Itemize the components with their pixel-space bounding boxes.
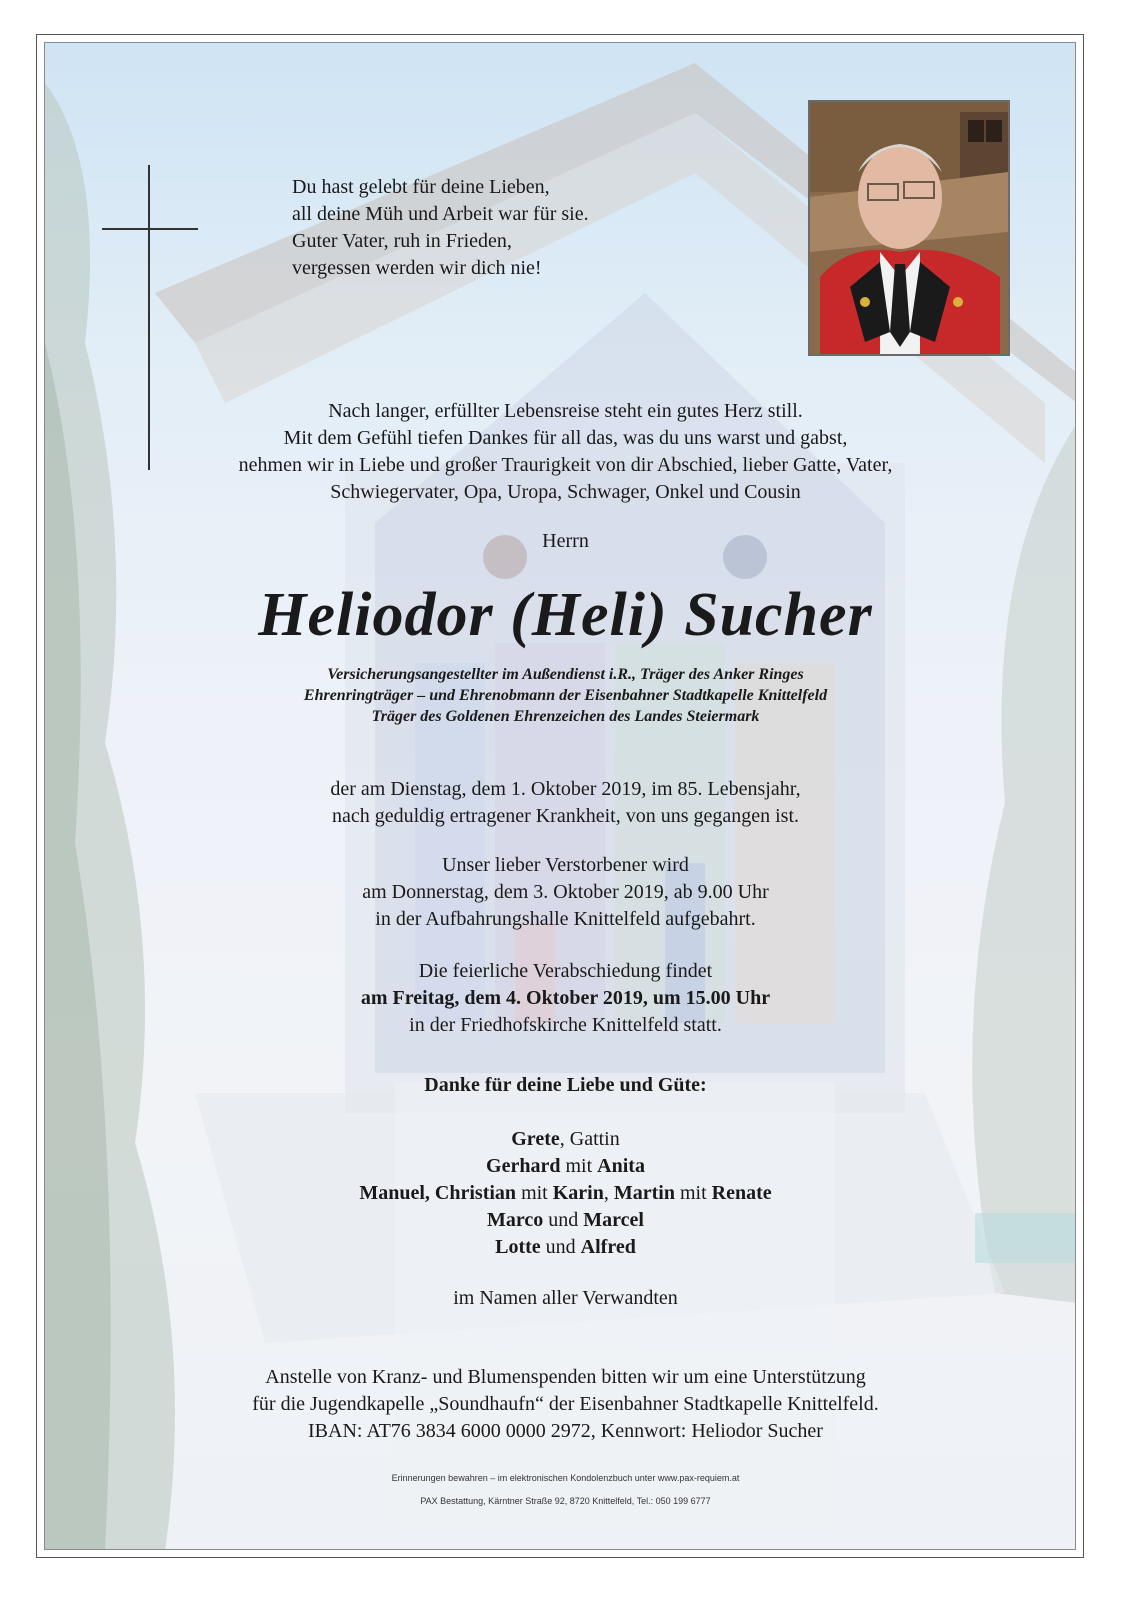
viewing-line: in der Aufbahrungshalle Knittelfeld aufgebahrt. bbox=[375, 908, 756, 930]
family-name: Lotte bbox=[495, 1236, 541, 1258]
on-behalf-text: im Namen aller Verwandten bbox=[453, 1287, 678, 1309]
family-name: Karin bbox=[552, 1182, 604, 1204]
family-connector: und bbox=[540, 1236, 581, 1258]
deceased-name: Heliodor (Heli) Sucher bbox=[258, 581, 873, 649]
farewell-date: am Freitag, dem 4. Oktober 2019, um 15.00 Uhr bbox=[360, 987, 771, 1009]
family-list bbox=[0, 1126, 1131, 1261]
poem-line: Du hast gelebt für deine Lieben, bbox=[292, 176, 550, 198]
footer-funeral-home: PAX Bestattung, Kärntner Straße 92, 8720 Knittelfeld, Tel.: 050 199 6777 bbox=[420, 1496, 711, 1506]
viewing-line: Unser lieber Verstorbener wird bbox=[442, 854, 689, 876]
family-connector: und bbox=[543, 1209, 584, 1231]
family-connector: mit bbox=[560, 1155, 598, 1177]
poem-line: Guter Vater, ruh in Frieden, bbox=[292, 230, 512, 252]
salutation: Herrn bbox=[542, 530, 589, 552]
family-connector: mit bbox=[674, 1182, 712, 1204]
farewell-info bbox=[0, 958, 1131, 1039]
family-name: Manuel, Christian bbox=[359, 1182, 517, 1204]
family-connector: , bbox=[603, 1182, 614, 1204]
intro-line: Mit dem Gefühl tiefen Dankes für all das, was du uns warst und gabst, bbox=[283, 427, 848, 449]
title-line: Träger des Goldenen Ehrenzeichen des Landes Steiermark bbox=[371, 708, 760, 725]
donation-iban: IBAN: AT76 3834 6000 0000 2972, Kennwort: Heliodor Sucher bbox=[308, 1420, 823, 1442]
poem-line: all deine Müh und Arbeit war für sie. bbox=[292, 203, 589, 225]
death-line: der am Dienstag, dem 1. Oktober 2019, im 85. Lebensjahr, bbox=[330, 778, 801, 800]
title-line: Versicherungsangestellter im Außendienst i.R., Träger des Anker Ringes bbox=[327, 666, 804, 683]
family-name: Anita bbox=[597, 1155, 645, 1177]
cross-horizontal bbox=[102, 228, 198, 230]
intro-line: Schwiegervater, Opa, Uropa, Schwager, Onkel und Cousin bbox=[330, 481, 801, 503]
family-name: Alfred bbox=[580, 1236, 636, 1258]
intro-line: Nach langer, erfüllter Lebensreise steht ein gutes Herz still. bbox=[328, 400, 803, 422]
death-notice bbox=[0, 776, 1131, 830]
farewell-line: Die feierliche Verabschiedung findet bbox=[418, 960, 713, 982]
family-name: Renate bbox=[711, 1182, 772, 1204]
thanks-heading: Danke für deine Liebe und Güte: bbox=[424, 1074, 707, 1096]
farewell-line: in der Friedhofskirche Knittelfeld statt. bbox=[409, 1014, 722, 1036]
family-name: Grete bbox=[511, 1128, 560, 1150]
family-name: Gerhard bbox=[486, 1155, 561, 1177]
family-row bbox=[0, 1234, 1131, 1261]
family-name: Marco bbox=[487, 1209, 544, 1231]
family-row bbox=[0, 1126, 1131, 1153]
death-line: nach geduldig ertragener Krankheit, von uns gegangen ist. bbox=[331, 805, 800, 827]
title-line: Ehrenringträger – und Ehrenobmann der Eisenbahner Stadtkapelle Knittelfeld bbox=[303, 687, 828, 704]
intro-text bbox=[0, 398, 1131, 506]
family-relation: , Gattin bbox=[559, 1128, 620, 1150]
donation-line: Anstelle von Kranz- und Blumenspenden bitten wir um eine Unterstützung bbox=[265, 1366, 866, 1388]
family-name: Marcel bbox=[583, 1209, 644, 1231]
portrait-photo bbox=[808, 100, 1010, 356]
donation-request bbox=[0, 1364, 1131, 1445]
poem bbox=[292, 174, 589, 282]
intro-line: nehmen wir in Liebe und großer Traurigkeit von dir Abschied, lieber Gatte, Vater, bbox=[238, 454, 893, 476]
family-row bbox=[0, 1153, 1131, 1180]
family-connector: mit bbox=[516, 1182, 553, 1204]
viewing-info bbox=[0, 852, 1131, 933]
viewing-line: am Donnerstag, dem 3. Oktober 2019, ab 9.00 Uhr bbox=[362, 881, 769, 903]
family-row bbox=[0, 1207, 1131, 1234]
donation-line: für die Jugendkapelle „Soundhaufn“ der Eisenbahner Stadtkapelle Knittelfeld. bbox=[252, 1393, 879, 1415]
family-name: Martin bbox=[613, 1182, 675, 1204]
footer-condolence: Erinnerungen bewahren – im elektronischen Kondolenzbuch unter www.pax-requiem.at bbox=[391, 1473, 740, 1483]
honorary-titles bbox=[0, 664, 1131, 727]
poem-line: vergessen werden wir dich nie! bbox=[292, 257, 542, 279]
family-row bbox=[0, 1180, 1131, 1207]
